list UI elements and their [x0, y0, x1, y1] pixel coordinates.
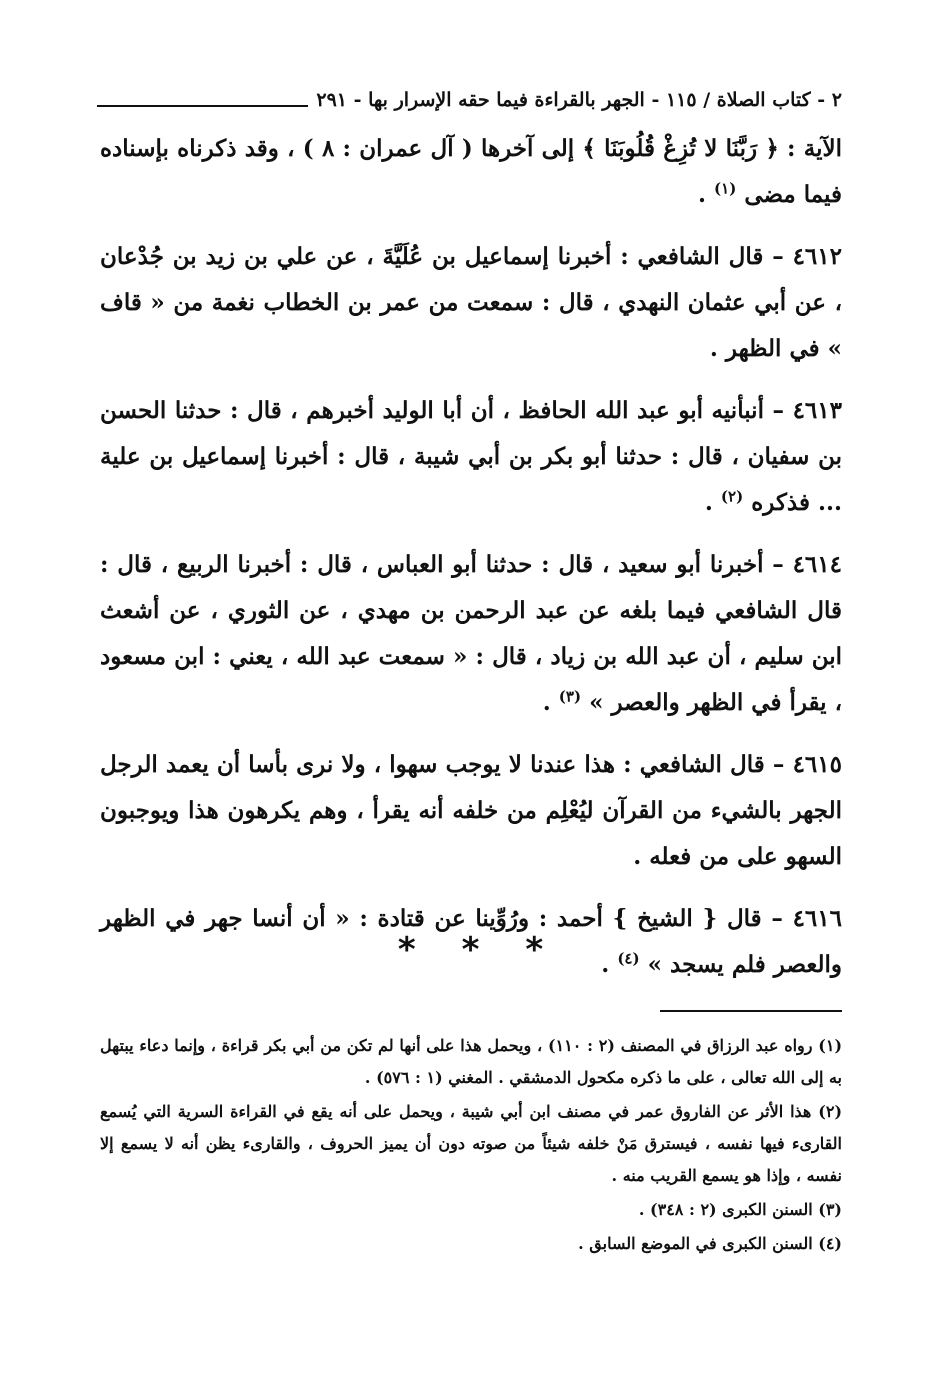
footnote-ref: (٣)	[558, 687, 582, 706]
asterisk: *	[525, 930, 544, 970]
hadith-number: ٤٦١٣	[792, 397, 842, 424]
dash: –	[763, 243, 784, 270]
header-rule	[97, 105, 308, 107]
paragraph-tail: .	[601, 951, 618, 978]
paragraph-text: أنبأنيه أبو عبد الله الحافظ ، أن أبا الوليد أخبرهم ، قال : حدثنا الحسن بن سفيان ، قال : حدثنا أبو بكر بن أبي شيبة ، قال : أخبرنا إسماعيل بن علية ... فذكره	[100, 397, 842, 516]
paragraph-text: قال { الشيخ } أحمد : ورُوِّينا عن قتادة : « أن أنسا جهر في الظهر والعصر فلم يسجد »	[100, 905, 842, 978]
hadith-number: ٤٦١٢	[792, 243, 842, 270]
footnote-4: (٤) السنن الكبرى في الموضع السابق .	[578, 1234, 842, 1253]
paragraph-text: قال الشافعي : أخبرنا إسماعيل بن عُلَيَّةَ ، عن علي بن زيد بن جُدْعان ، عن أبي عثمان النهدي ، قال : سمعت من عمر بن الخطاب نغمة من « قاف » في الظهر .	[100, 243, 842, 362]
paragraph-verse	[100, 126, 842, 218]
footnote-ref: (٢)	[720, 487, 744, 506]
paragraph-4613	[100, 388, 842, 526]
paragraph-tail: .	[542, 689, 559, 716]
paragraph-text: الآية : ﴿ رَبَّنَا لا تُزِغْ قُلُوبَنَا ﴾ إلى آخرها ( آل عمران : ٨ ) ، وقد ذكرناه بإسناده فيما مضى	[100, 135, 843, 208]
footnote-rule	[660, 1010, 842, 1012]
footnote-3: (٣) السنن الكبرى (٢ : ٣٤٨) .	[638, 1200, 842, 1219]
paragraph-tail: .	[704, 489, 721, 516]
section-separator	[0, 925, 941, 975]
paragraph-text: أخبرنا أبو سعيد ، قال : حدثنا أبو العباس ، قال : أخبرنا الربيع ، قال : قال الشافعي فيما بلغه عن عبد الرحمن بن مهدي ، عن الثوري ، عن أشعث ابن سليم ، أن عبد الله بن زياد ، قال : « سمعت عبد الله ، يعني : ابن مسعود ، يقرأ في الظهر والعصر »	[100, 551, 842, 716]
hadith-number: ٤٦١٥	[792, 751, 842, 778]
footnotes	[100, 1030, 842, 1262]
dash: –	[761, 905, 783, 932]
footnote-1: (١) رواه عبد الرزاق في المصنف (٢ : ١١٠) ، ويحمل هذا على أنها لم تكن من أبي بكر قراءة ، وإنما دعاء يبتهل به إلى الله تعالى ، على ما ذكره مكحول الدمشقي . المغني (١ : ٥٧٦) .	[100, 1036, 843, 1087]
footnote-2: (٢) هذا الأثر عن الفاروق عمر في مصنف ابن أبي شيبة ، ويحمل على أنه يقع في القراءة السرية التي يُسمع القارىء فيها نفسه ، فيسترق مَنْ خلفه شيئاً من صوته دون أن يميز الحروف ، والقارىء يظن أنه لا يسمع إلا نفسه ، وإذا هو يسمع القريب منه .	[100, 1102, 843, 1185]
paragraph-4612	[100, 234, 842, 372]
asterisk: *	[461, 930, 480, 970]
asterisk: *	[397, 930, 416, 970]
dash: –	[764, 751, 785, 778]
footnote-ref: (١)	[714, 179, 737, 198]
paragraph-text: قال الشافعي : هذا عندنا لا يوجب سهوا ، ولا نرى بأسا أن يعمد الرجل الجهر بالشيء من القرآن ليُعْلِم من خلفه أنه يقرأ ، وهم يكرهون هذا ويوجبون السهو على من فعله .	[100, 751, 842, 870]
paragraph-tail: .	[698, 181, 715, 208]
dash: –	[763, 397, 785, 424]
paragraph-4615	[100, 742, 842, 880]
hadith-number: ٤٦١٦	[792, 905, 842, 932]
running-title: ٢ - كتاب الصلاة / ١١٥ - الجهر بالقراءة فيما حقه الإسرار بها - ٢٩١	[316, 89, 842, 111]
running-header	[97, 78, 842, 112]
paragraph-4614	[100, 542, 842, 726]
footnote-ref: (٤)	[617, 949, 640, 968]
hadith-number: ٤٦١٤	[792, 551, 842, 578]
main-text	[100, 126, 842, 1004]
dash: –	[763, 551, 784, 578]
